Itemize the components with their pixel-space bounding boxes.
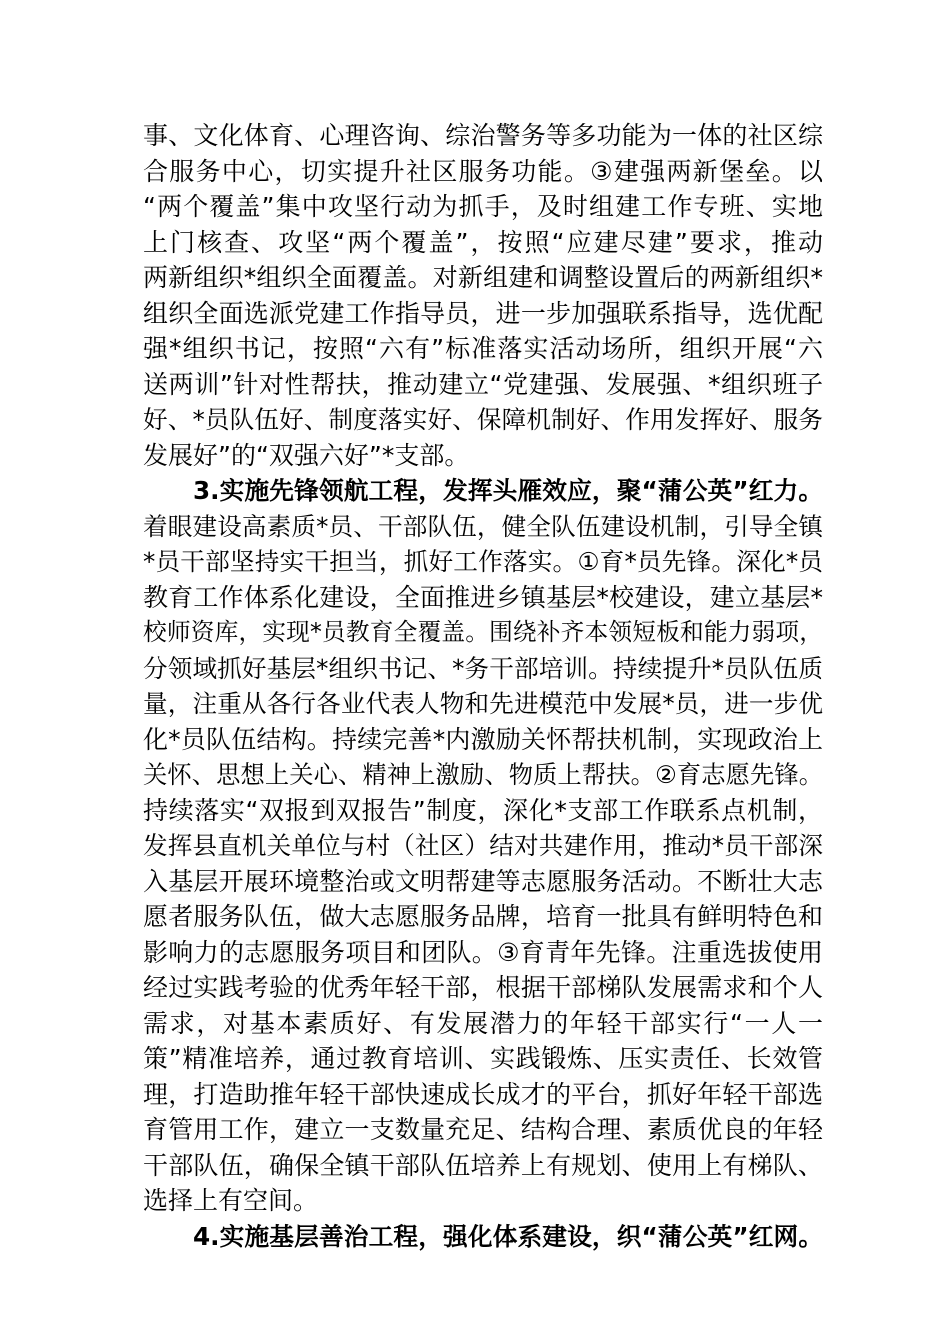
body-text-line: 事、文化体育、心理咨询、综治警务等多功能为一体的社区综 xyxy=(143,121,823,150)
body-text-line: 教育工作体系化建设，全面推进乡镇基层*校建设，建立基层* xyxy=(143,582,823,612)
body-text-line: 化*员队伍结构。持续完善*内激励关怀帮扶机制，实现政治上 xyxy=(143,724,823,754)
body-text-line: 组织全面选派党建工作指导员，进一步加强联系指导，选优配 xyxy=(143,298,823,328)
body-text-line: 经过实践考验的优秀年轻干部，根据干部梯队发展需求和个人 xyxy=(143,973,823,1002)
body-text-line: 送两训”针对性帮扶，推动建立“党建强、发展强、*组织班子 xyxy=(143,369,823,399)
body-text-line: 分领域抓好基层*组织书记、*务干部培训。持续提升*员队伍质 xyxy=(143,653,823,683)
body-text-line: 合服务中心，切实提升社区服务功能。③建强两新堡垒。以 xyxy=(143,156,823,186)
body-text-line: 上门核查、攻坚“两个覆盖”，按照“应建尽建”要求，推动 xyxy=(143,227,823,257)
body-text-line: 校师资库，实现*员教育全覆盖。围绕补齐本领短板和能力弱项， xyxy=(143,618,823,646)
body-text-line: 发挥县直机关单位与村（社区）结对共建作用，推动*员干部深 xyxy=(143,831,823,860)
document-body xyxy=(143,118,823,1254)
body-text-line: 两新组织*组织全面覆盖。对新组建和调整设置后的两新组织* xyxy=(143,263,823,292)
section-heading-line: 4.实施基层善治工程，强化体系建设，织“蒲公英”红网。 xyxy=(193,1221,823,1251)
body-text-line: 策”精准培养，通过教育培训、实践锻炼、压实责任、长效管 xyxy=(143,1044,823,1073)
body-text-line: “两个覆盖”集中攻坚行动为抓手，及时组建工作专班、实地 xyxy=(143,192,823,221)
body-text-line: 需求，对基本素质好、有发展潜力的年轻干部实行“一人一 xyxy=(143,1008,823,1038)
body-text-line: 影响力的志愿服务项目和团队。③育青年先锋。注重选拔使用 xyxy=(143,937,823,967)
body-text-line: 入基层开展环境整治或文明帮建等志愿服务活动。不断壮大志 xyxy=(143,866,823,896)
body-text-line: 发展好”的“双强六好”*支部。 xyxy=(143,440,470,470)
body-text-line: 持续落实“双报到双报告”制度，深化*支部工作联系点机制， xyxy=(143,795,823,825)
section-heading-line: 3.实施先锋领航工程，发挥头雁效应，聚“蒲公英”红力。 xyxy=(193,476,823,505)
body-text-line: 选择上有空间。 xyxy=(143,1186,319,1215)
body-text-line: 着眼建设高素质*员、干部队伍，健全队伍建设机制，引导全镇 xyxy=(143,511,823,541)
body-text-line: 理，打造助推年轻干部快速成长成才的平台，抓好年轻干部选 xyxy=(143,1079,823,1109)
body-text-line: 关怀、思想上关心、精神上激励、物质上帮扶。②育志愿先锋。 xyxy=(143,760,823,789)
body-text-line: 强*组织书记，按照“六有”标准落实活动场所，组织开展“六 xyxy=(143,334,823,363)
body-text-line: 量，注重从各行各业代表人物和先进模范中发展*员，进一步优 xyxy=(143,689,823,718)
body-text-line: *员干部坚持实干担当，抓好工作落实。①育*员先锋。深化*员 xyxy=(143,547,823,576)
body-text-line: 育管用工作，建立一支数量充足、结构合理、素质优良的年轻 xyxy=(143,1115,823,1144)
body-text-line: 好、*员队伍好、制度落实好、保障机制好、作用发挥好、服务 xyxy=(143,405,823,434)
body-text-line: 愿者服务队伍，做大志愿服务品牌，培育一批具有鲜明特色和 xyxy=(143,902,823,931)
body-text-line: 干部队伍，确保全镇干部队伍培养上有规划、使用上有梯队、 xyxy=(143,1150,823,1180)
